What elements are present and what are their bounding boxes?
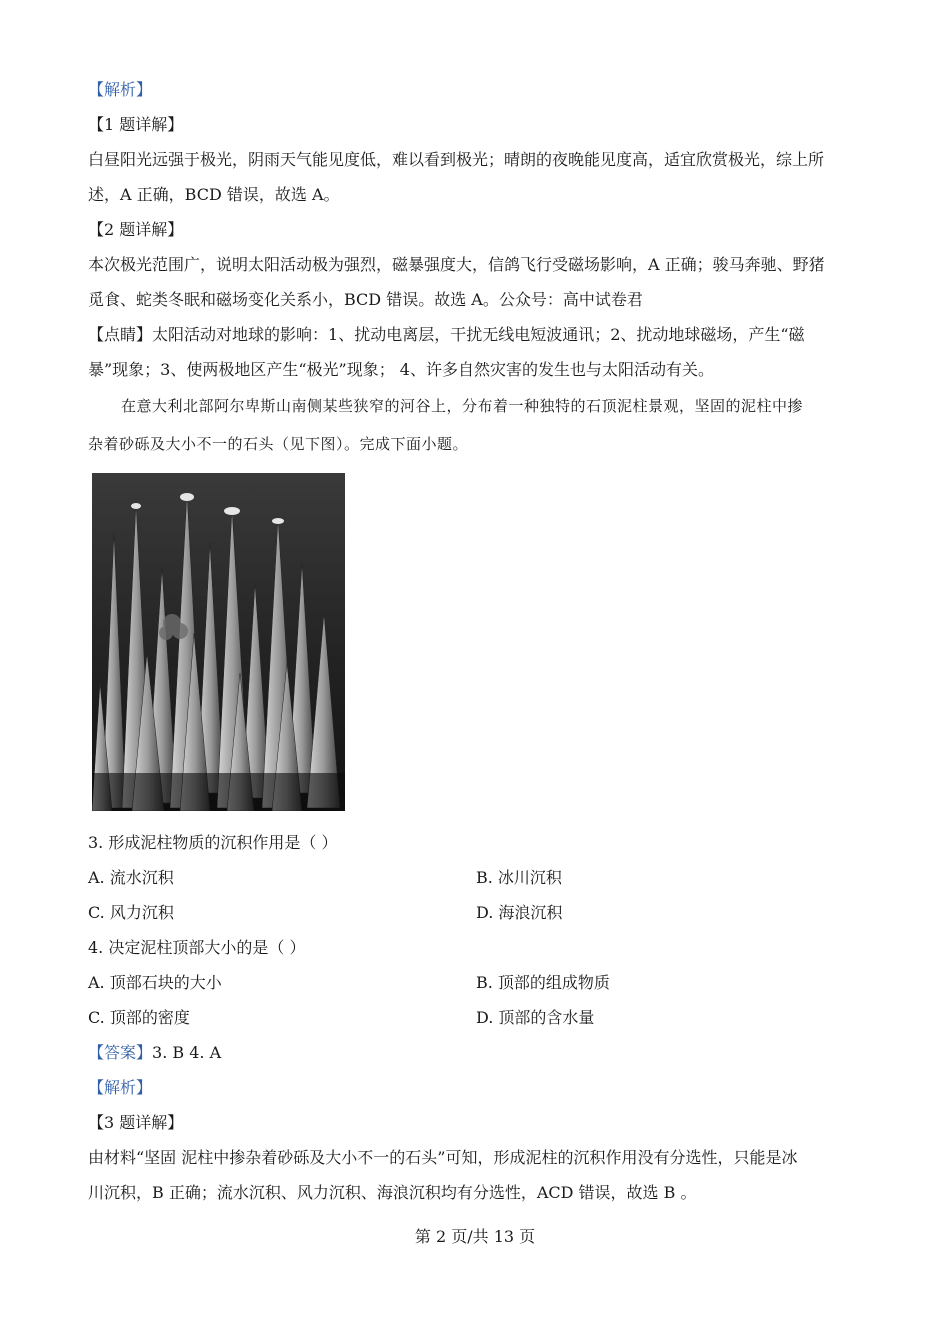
q3-option-b: B. 冰川沉积 xyxy=(476,868,562,887)
stone-pillar-photo xyxy=(92,473,345,811)
q4-options-row xyxy=(88,965,868,1000)
q3-detail-label: 【3 题详解】 xyxy=(88,1113,184,1132)
page-footer: 第 2 页/共 13 页 xyxy=(414,1227,536,1246)
q2-detail-label: 【2 题详解】 xyxy=(88,220,184,239)
q3-option-a: A. 流水沉积 xyxy=(88,868,174,887)
q3-option-c: C. 风力沉积 xyxy=(88,903,174,922)
q3-option-d: D. 海浪沉积 xyxy=(476,903,563,922)
q4-option-d: D. 顶部的含水量 xyxy=(476,1008,595,1027)
q2-explanation-line: 觅食、蛇类冬眠和磁场变化关系小，BCD 错误。故选 A。公众号：高中试卷君 xyxy=(88,290,643,309)
material-text: 在意大利北部阿尔卑斯山南侧某些狭窄的河谷上，分布着一种独特的石顶泥柱景观，坚固的泥柱中掺 xyxy=(121,397,804,415)
q3-stem: 3. 形成泥柱物质的沉积作用是（ ） xyxy=(88,833,338,852)
tip-label: 【点睛】 xyxy=(88,325,153,344)
q1-detail-label: 【1 题详解】 xyxy=(88,115,184,134)
tip-text: 暴”现象；3、使两极地区产生“极光”现象； 4、许多自然灾害的发生也与太阳活动有关。 xyxy=(88,360,714,379)
q2-explanation-line: 本次极光范围广，说明太阳活动极为强烈，磁暴强度大，信鸽飞行受磁场影响，A 正确；骏马奔驰、野猪 xyxy=(88,255,825,274)
questions-section xyxy=(88,825,868,1210)
analysis-label: 【解析】 xyxy=(88,80,153,99)
tip-paragraph xyxy=(88,317,868,352)
answer-line xyxy=(88,1035,868,1070)
answer-label: 【答案】 xyxy=(88,1043,153,1062)
q3-explanation-line: 由材料“坚固 泥柱中掺杂着砂砾及大小不一的石头”可知，形成泥柱的沉积作用没有分选性，只能是冰 xyxy=(88,1148,798,1167)
q4-option-a: A. 顶部石块的大小 xyxy=(88,973,222,992)
q4-option-b: B. 顶部的组成物质 xyxy=(476,973,610,992)
material-text: 杂着砂砾及大小不一的石头（见下图）。完成下面小题。 xyxy=(88,435,469,453)
tip-text: 太阳活动对地球的影响：1、扰动电离层，干扰无线电短波通讯；2、扰动地球磁场，产生“磁 xyxy=(152,325,805,344)
q3-options-row xyxy=(88,860,868,895)
analysis-label: 【解析】 xyxy=(88,1078,153,1097)
q4-options-row xyxy=(88,1000,868,1035)
q4-option-c: C. 顶部的密度 xyxy=(88,1008,190,1027)
answer-text: 3. B 4. A xyxy=(152,1043,222,1062)
q3-explanation-line: 川沉积，B 正确；流水沉积、风力沉积、海浪沉积均有分选性，ACD 错误，故选 B 。 xyxy=(88,1183,697,1202)
q1-explanation-line: 述，A 正确，BCD 错误，故选 A。 xyxy=(88,185,340,204)
q3-options-row xyxy=(88,895,868,930)
q1-explanation-line: 白昼阳光远强于极光，阴雨天气能见度低，难以看到极光；晴朗的夜晚能见度高，适宜欣赏极光，综上所 xyxy=(88,150,825,169)
document-body xyxy=(88,72,868,463)
q4-stem: 4. 决定泥柱顶部大小的是（ ） xyxy=(88,938,306,957)
